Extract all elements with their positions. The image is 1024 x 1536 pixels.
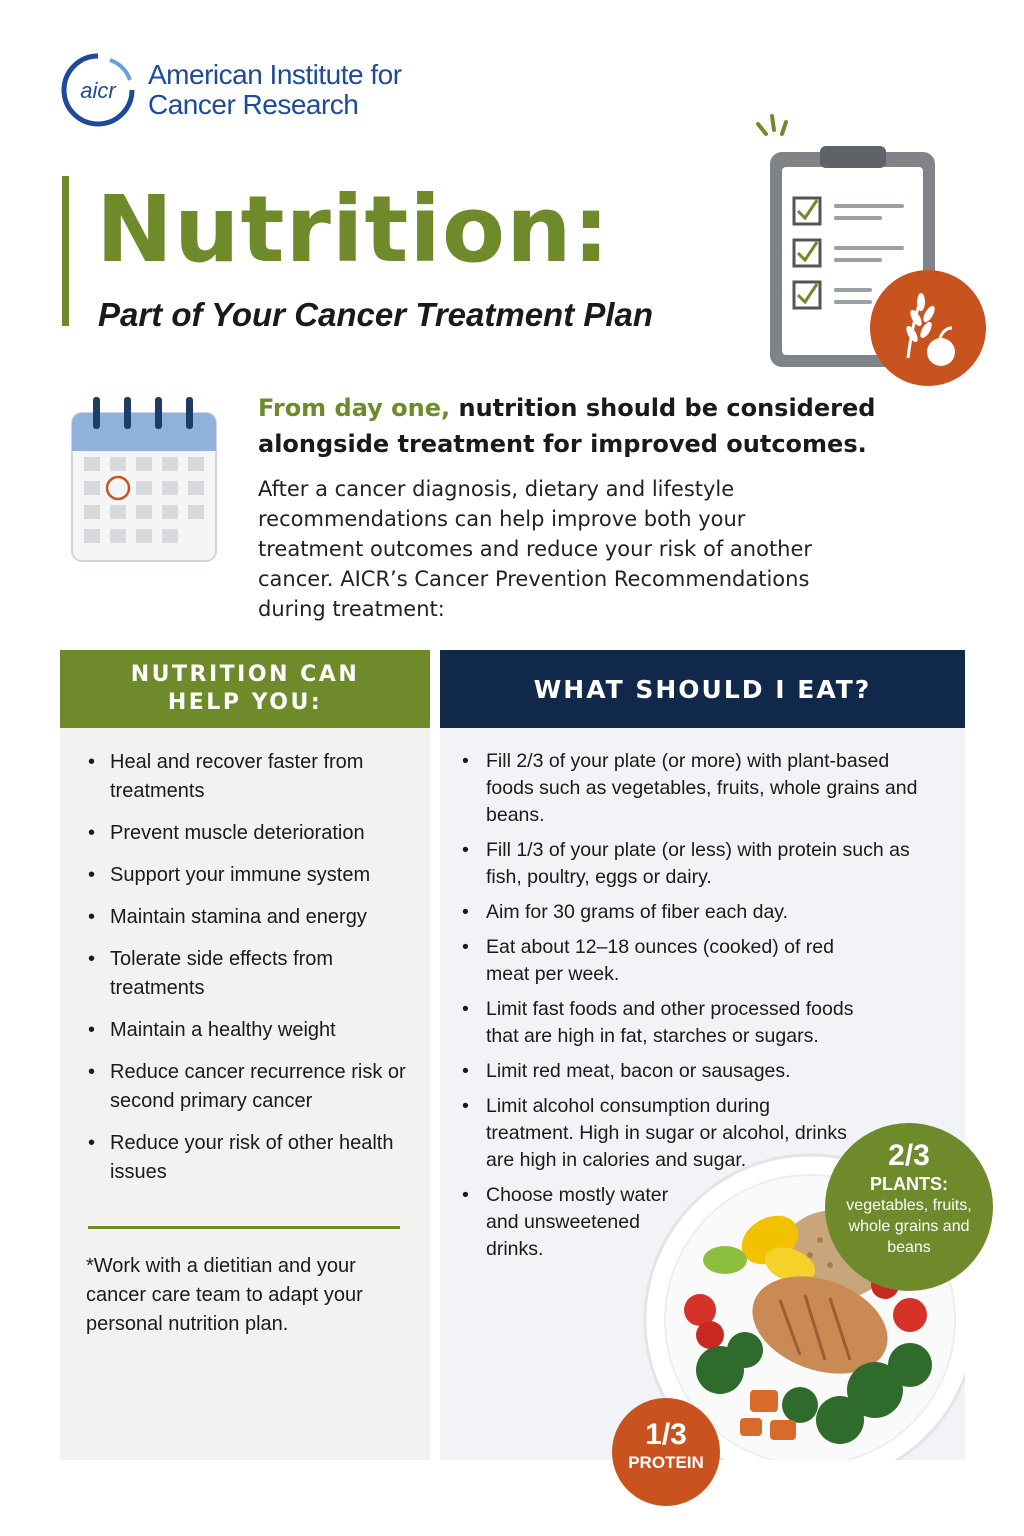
plants-badge xyxy=(825,1123,993,1291)
list-item: • Fill 2/3 of your plate (or more) with plant-based foods such as vegetables, fruits, whole grains and beans. xyxy=(462,748,925,829)
logo-mark-text: aicr xyxy=(80,78,116,103)
eating-guide-header: WHAT SHOULD I EAT? xyxy=(440,650,965,728)
list-item: • Tolerate side effects from treatments xyxy=(88,945,410,1003)
protein-badge xyxy=(612,1398,720,1506)
page-subtitle: Part of Your Cancer Treatment Plan xyxy=(98,296,654,333)
list-item: • Maintain a healthy weight xyxy=(88,1016,410,1045)
title-accent-bar xyxy=(62,176,69,326)
benefits-panel xyxy=(60,650,430,1460)
list-item: • Maintain stamina and energy xyxy=(88,903,410,932)
list-item: • Reduce your risk of other health issues xyxy=(88,1129,410,1187)
benefits-header-line1: NUTRITION CAN xyxy=(130,662,360,687)
list-item: • Reduce cancer recurrence risk or second primary cancer xyxy=(88,1058,410,1116)
list-item: • Choose mostly water and unsweetened drinks. xyxy=(462,1182,702,1263)
aicr-logo xyxy=(58,50,402,130)
protein-label: PROTEIN xyxy=(628,1453,704,1472)
org-name-line2: Cancer Research xyxy=(148,89,359,120)
protein-fraction: 1/3 xyxy=(645,1418,687,1451)
dietitian-note: *Work with a dietitian and your cancer care team to adapt your personal nutrition plan. xyxy=(86,1255,363,1335)
list-item: • Prevent muscle deterioration xyxy=(88,819,410,848)
benefits-header-line2: HELP YOU: xyxy=(167,690,323,715)
page-title: Nutrition: xyxy=(96,176,611,283)
list-item: • Limit fast foods and other processed foods that are high in fat, starches or sugars. xyxy=(462,996,862,1050)
intro-lead-rest: nutrition should be considered alongside treatment for improved outcomes. xyxy=(258,394,876,458)
list-item: • Support your immune system xyxy=(88,861,410,890)
intro-lead xyxy=(258,390,898,462)
calendar-icon xyxy=(70,395,220,565)
org-name xyxy=(148,60,402,120)
plants-fraction: 2/3 xyxy=(888,1139,930,1172)
list-item: • Aim for 30 grams of fiber each day. xyxy=(462,899,925,926)
list-item: • Limit alcohol consumption during treatment. High in sugar or alcohol, drinks are high in calories and sugar. xyxy=(462,1093,862,1174)
eating-guide-panel xyxy=(440,650,965,1460)
aicr-logo-mark xyxy=(58,50,138,130)
org-name-line1: American Institute for xyxy=(148,59,402,90)
list-item: • Fill 1/3 of your plate (or less) with protein such as fish, poultry, eggs or dairy. xyxy=(462,837,925,891)
benefits-header xyxy=(60,650,430,728)
list-item: • Eat about 12–18 ounces (cooked) of red meat per week. xyxy=(462,934,862,988)
benefits-list xyxy=(60,728,430,1187)
intro-lead-accent: From day one, xyxy=(258,394,451,422)
list-item: • Heal and recover faster from treatments xyxy=(88,748,410,806)
plants-label: PLANTS: xyxy=(870,1174,948,1194)
list-item: • Limit red meat, bacon or sausages. xyxy=(462,1058,862,1085)
benefits-divider xyxy=(88,1226,400,1229)
intro-body: After a cancer diagnosis, dietary and lifestyle recommendations can help improve both your treatment outcomes and reduce your risk of another cancer. AICR’s Cancer Prevention Recommendations during treatment: xyxy=(258,477,813,621)
clipboard-checklist-icon xyxy=(740,112,1000,392)
plants-desc: vegetables, fruits, whole grains and beans xyxy=(846,1197,972,1256)
